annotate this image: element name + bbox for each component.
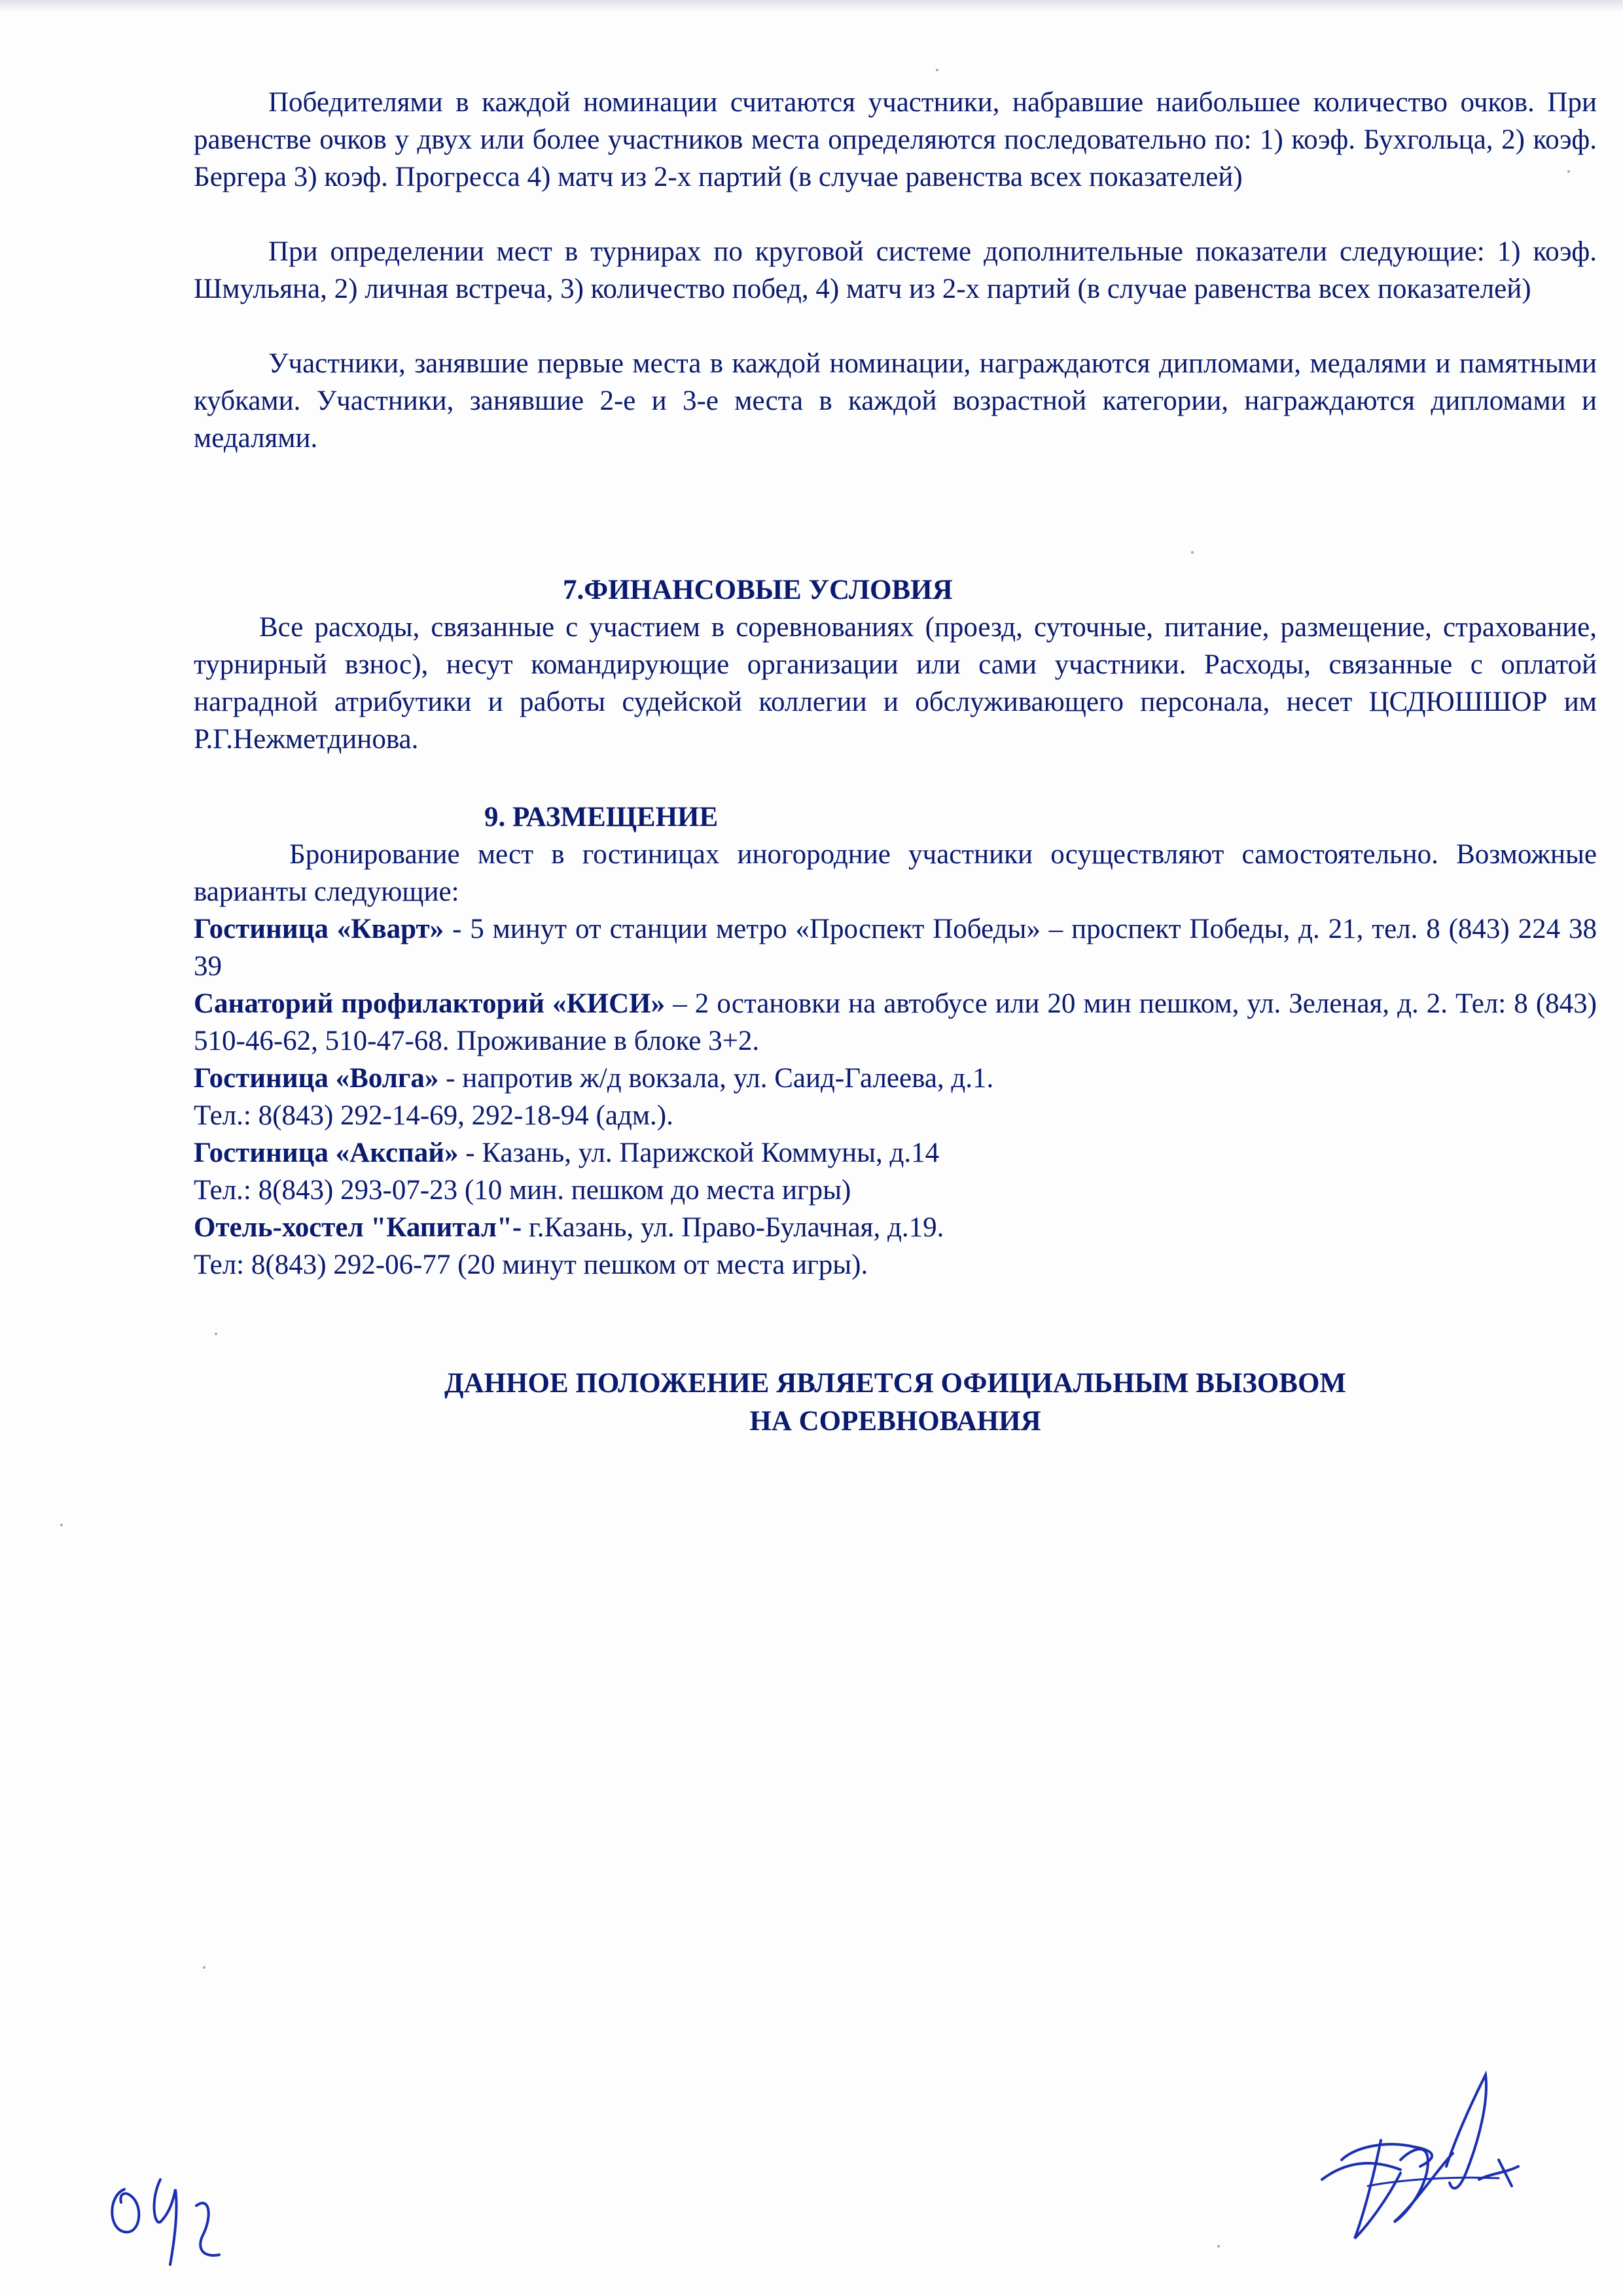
official-call-notice — [194, 1365, 1597, 1441]
hotel-details: - Казань, ул. Парижской Коммуны, д.14 — [458, 1138, 940, 1168]
awards-rules-paragraph: Победителями в каждой номинации считаются участники, набравшие наибольшее количество очков. При равенстве очков у двух или более участников места определяются последовательно по: 1) коэф. Бухгольца, 2) коэф. Бергера 3) коэф. Прогресса 4) матч из 2-х партий (в случае равенства всех показателей) — [194, 87, 1597, 192]
handwritten-initials-mark — [98, 2144, 249, 2274]
awards-paragraph: Участники, занявшие первые места в каждой номинации, награждаются дипломами, медалями и памятными кубками. Участники, занявшие 2-е и 3-е места в каждой возрастной категории, награждаются дипломами и медалями. — [194, 348, 1597, 454]
hotel-phone: Тел.: 8(843) 293-07-23 (10 мин. пешком до места игры) — [194, 1175, 851, 1206]
hotel-name: Отель-хостел "Капитал"- — [194, 1212, 522, 1243]
hotel-entry — [194, 910, 1597, 985]
official-call-line-1: ДАННОЕ ПОЛОЖЕНИЕ ЯВЛЯЕТСЯ ОФИЦИАЛЬНЫМ ВЫЗОВОМ — [444, 1368, 1347, 1399]
hotel-entry — [194, 985, 1597, 1060]
hotel-name: Гостиница «Кварт» — [194, 914, 444, 944]
hotel-name: Санаторий профилакторий «КИСИ» — [194, 988, 666, 1019]
hotel-entry — [194, 1209, 1597, 1246]
hotel-name: Гостиница «Волга» — [194, 1063, 439, 1094]
official-call-line-2: НА СОРЕВНОВАНИЯ — [749, 1406, 1041, 1437]
section-9-title: 9. РАЗМЕЩЕНИЕ — [484, 802, 719, 833]
hotel-entry — [194, 1134, 1597, 1172]
scan-edge-shadow — [0, 0, 1623, 12]
hotel-name: Гостиница «Акспай» — [194, 1138, 459, 1168]
accommodation-intro: Бронирование мест в гостиницах иногородние участники осуществляют самостоятельно. Возможные варианты следующие: — [194, 839, 1597, 907]
hotel-details: – 2 остановки на автобусе или 20 мин пешком, ул. Зеленая, д. 2. Тел: 8 (843) 510-46-62, 510-47-68. Проживание в блоке 3+2. — [194, 988, 1597, 1056]
hotel-details: г.Казань, ул. Право-Булачная, д.19. — [522, 1212, 944, 1243]
signature-mark — [1302, 2062, 1551, 2258]
round-robin-paragraph: При определении мест в турнирах по круговой системе дополнительные показатели следующие: 1) коэф. Шмульяна, 2) личная встреча, 3) количество побед, 4) матч из 2-х партий (в случае равенства всех показателей) — [194, 236, 1597, 304]
section-7-body: Все расходы, связанные с участием в соревнованиях (проезд, суточные, питание, размещение, страхование, турнирный взнос), несут командирующие организации или сами участники. Расходы, связанные с оплатой наградной атрибутики и работы судейской коллегии и обслуживающего персонала, несет ЦСДЮШШОР им Р.Г.Нежметдинова. — [194, 612, 1597, 755]
hotel-entry — [194, 1060, 1597, 1097]
hotel-details: - 5 минут от станции метро «Проспект Победы» – проспект Победы, д. 21, тел. 8 (843) 224 38 39 — [194, 914, 1597, 982]
hotel-phone: Тел: 8(843) 292-06-77 (20 минут пешком от места игры). — [194, 1249, 868, 1280]
hotel-phone: Тел.: 8(843) 292-14-69, 292-18-94 (адм.). — [194, 1100, 673, 1131]
section-9-body — [194, 836, 1597, 1283]
section-7-title: 7.ФИНАНСОВЫЕ УСЛОВИЯ — [563, 575, 953, 605]
hotel-details: - напротив ж/д вокзала, ул. Саид-Галеева, д.1. — [438, 1063, 994, 1094]
